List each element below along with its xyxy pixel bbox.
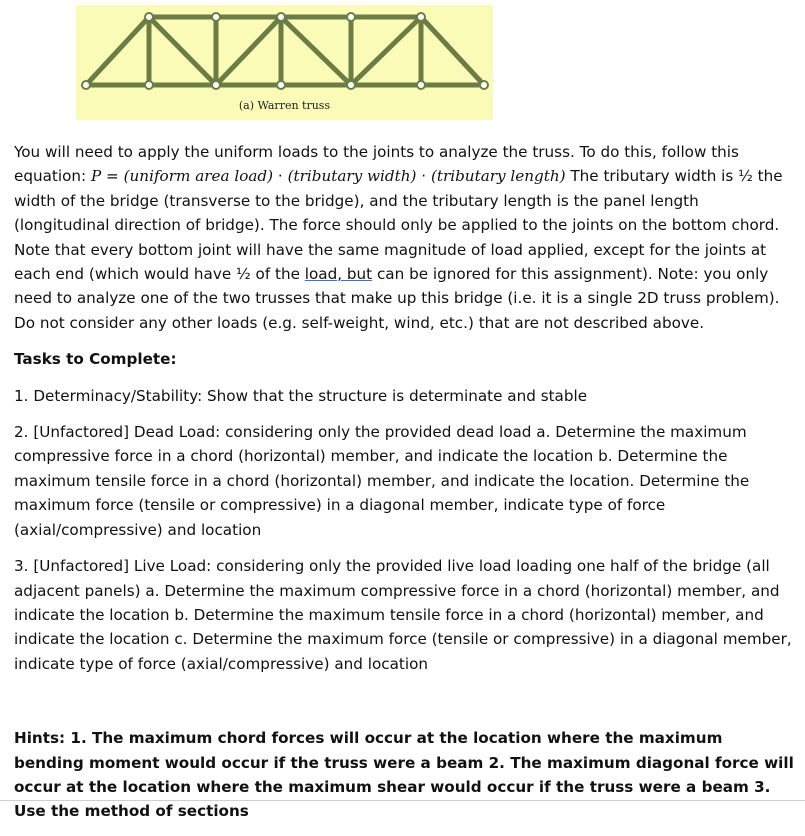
truss-joint [212,81,220,89]
page-bottom-divider [0,800,805,801]
paragraph-text: The tributary width is ½ the width of the bridge (transverse to the bridge), and the tributary length is the panel length (longitudinal direction of bridge). The force should only be applied to the joints on the bottom chord. Note that every bottom joint will have the same magnitude of load applied, except for the joints at each end (which would have ½ of the [14,167,783,284]
task-item-3: 3. [Unfactored] Live Load: considering only the provided live load loading one half of the bridge (all adjacent panels) a. Determine the maximum compressive force in a chord (horizontal) member, and indicate the location b. Determine the maximum tensile force in a chord (horizontal) member, and indicate the location c. Determine the maximum force (tensile or compressive) in a diagonal member, indicate type of force (axial/compressive) and location [14,557,792,673]
equation-term: (tributary width) [287,167,417,186]
warren-truss-figure [76,5,493,120]
hints-paragraph: Hints: 1. The maximum chord forces will occur at the location where the maximum bending moment would occur if the truss were a beam 2. The maximum diagonal force will occur at the location where the maximum shear would occur if the truss were a beam 3. Use the method of sections [14,729,794,821]
truss-joint [480,81,488,89]
figure-caption: (a) Warren truss [238,99,331,112]
truss-joint [277,13,285,21]
diagonal-member [86,17,149,85]
equation-term: (uniform area load) [123,167,274,186]
diagonal-member [149,17,216,85]
truss-joint [347,13,355,21]
truss-joint [347,81,355,89]
task-item-2: 2. [Unfactored] Dead Load: considering only the provided dead load a. Determine the maximum compressive force in a chord (horizontal) member, and indicate the location b. Determine the maximum tensile force in a chord (horizontal) member, and indicate the location. Determine the maximum force (tensile or compressive) in a diagonal member, indicate type of force (axial/compressive) and location [14,423,750,539]
spellcheck-underlined-text: load, but [304,265,373,284]
equation-variable: P [90,167,102,186]
task-item-1: 1. Determinacy/Stability: Show that the structure is determinate and stable [14,386,588,405]
equation-operator: · [273,167,288,186]
equation-term: (tributary length) [430,167,566,186]
truss-joint [277,81,285,89]
warren-truss-diagram [76,5,493,100]
truss-joint [417,13,425,21]
equation-operator: · [416,167,431,186]
document-body [14,140,794,836]
truss-joint [417,81,425,89]
truss-joint [145,81,153,89]
instructions-paragraph [14,140,794,335]
diagonal-member [421,17,484,85]
truss-joint [82,81,90,89]
truss-joint [212,13,220,21]
tasks-heading: Tasks to Complete: [14,350,177,369]
truss-joint [145,13,153,21]
equation-operator: = [101,167,124,186]
diagonal-member [216,17,281,85]
diagonal-member [351,17,421,85]
paragraph-text: can be ignored for this assignment). Note: you only need to analyze one of the two trusses that make up this bridge (i.e. it is a single 2D truss problem). Do not consider any other loads (e.g. self-weight, wind, etc.) that are not described above. [14,265,780,332]
paragraph-text: You will need to apply the uniform loads to the joints to analyze the truss. To do this, follow this equation: [14,143,739,186]
diagonal-member [281,17,351,85]
